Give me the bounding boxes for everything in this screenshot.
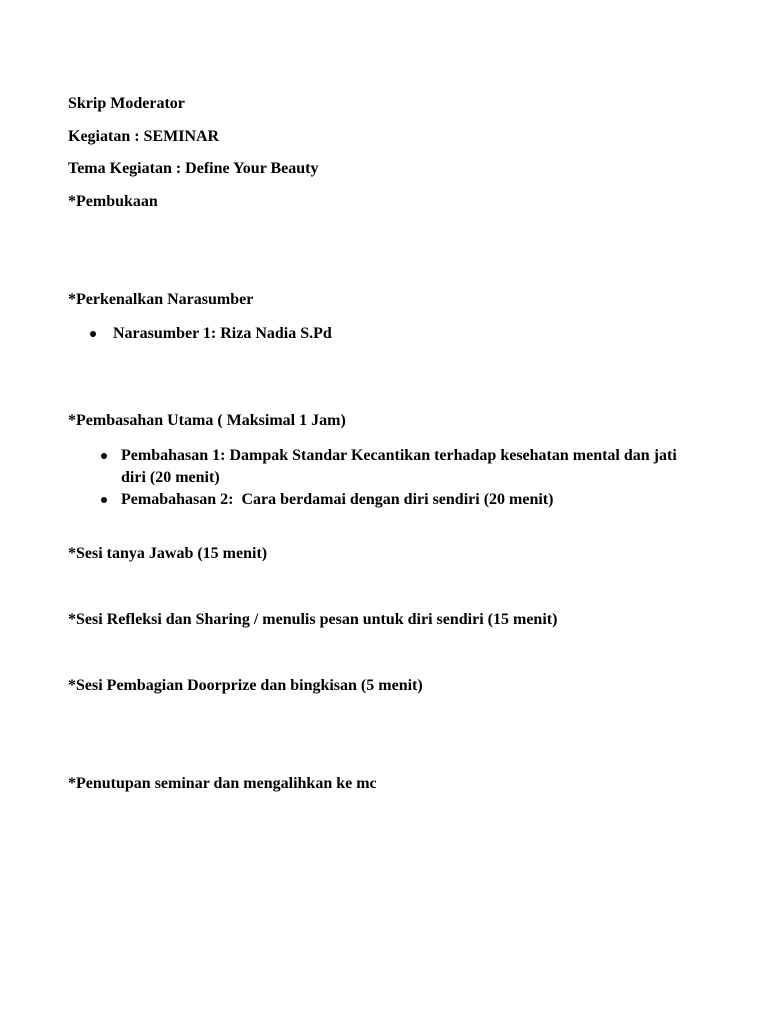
- qa-session-heading: *Sesi tanya Jawab (15 menit): [68, 545, 268, 562]
- introduce-speakers-heading: *Perkenalkan Narasumber: [68, 291, 254, 308]
- document-title: Skrip Moderator: [68, 95, 185, 112]
- theme-line: Tema Kegiatan : Define Your Beauty: [68, 160, 319, 177]
- discussion-item: Pemabahasan 2: Cara berdamai dengan diri sendiri (20 menit): [121, 491, 554, 508]
- opening-heading: *Pembukaan: [68, 193, 158, 210]
- speaker-item: Narasumber 1: Riza Nadia S.Pd: [113, 325, 332, 342]
- doorprize-session-heading: *Sesi Pembagian Doorprize dan bingkisan (5 menit): [68, 677, 423, 694]
- bullet-icon: [101, 453, 107, 459]
- bullet-icon: [90, 331, 96, 337]
- main-discussion-heading: *Pembasahan Utama ( Maksimal 1 Jam): [68, 412, 346, 429]
- activity-line: Kegiatan : SEMINAR: [68, 128, 220, 145]
- bullet-icon: [101, 497, 107, 503]
- reflection-session-heading: *Sesi Refleksi dan Sharing / menulis pesan untuk diri sendiri (15 menit): [68, 611, 558, 628]
- closing-heading: *Penutupan seminar dan mengalihkan ke mc: [68, 775, 377, 792]
- discussion-item: Pembahasan 1: Dampak Standar Kecantikan terhadap kesehatan mental dan jati diri (20 menit): [121, 447, 677, 486]
